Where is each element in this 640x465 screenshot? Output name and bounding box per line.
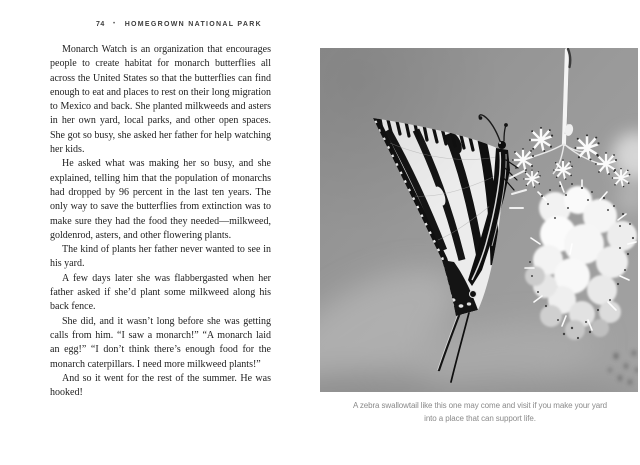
paragraph: The kind of plants her father never wanted to see in his yard. xyxy=(50,244,271,270)
paragraph: She did, and it wasn’t long before she was getting calls from him. “I saw a monarch!” “A monarch laid an egg!” “I don’t think there’s enough food for the monarch caterpillars. I need more milkweed plants!” xyxy=(50,315,271,370)
book-title: HOMEGROWN NATIONAL PARK xyxy=(124,21,262,28)
paragraph: He asked what was making her so busy, and she explained, telling him that the population of monarchs had dropped by 96 percent in the last ten years. The only way to save the butterflies from extinction was to make sure they had the food they needed—milkweed, goldenrod, asters, and other flowering plants. xyxy=(50,158,271,241)
paragraph: And so it went for the rest of the summer. He was hooked! xyxy=(50,372,271,399)
bullet-separator: • xyxy=(113,21,117,27)
running-head xyxy=(96,21,262,28)
paragraph: A few days later she was flabbergasted when her father asked if she’d plant some milkweed along his back fence. xyxy=(50,272,271,313)
butterfly-photo xyxy=(320,48,638,392)
paragraph: Monarch Watch is an organization that encourages people to create habitat for monarch butterflies all across the United States so that the butterflies can find enough to eat and places to rest on their long migration to Mexico and back. She planted milkweeds and asters in her own yard, local parks, and other open spaces. She got so busy, she asked her father for help watching her kids. xyxy=(50,44,271,156)
body-text-column xyxy=(50,43,271,400)
photo-caption: A zebra swallowtail like this one may come and visit if you make your yard into a place that can support life. xyxy=(352,401,608,423)
page-number: 74 xyxy=(96,21,105,28)
butterfly-photo-art xyxy=(320,48,638,392)
